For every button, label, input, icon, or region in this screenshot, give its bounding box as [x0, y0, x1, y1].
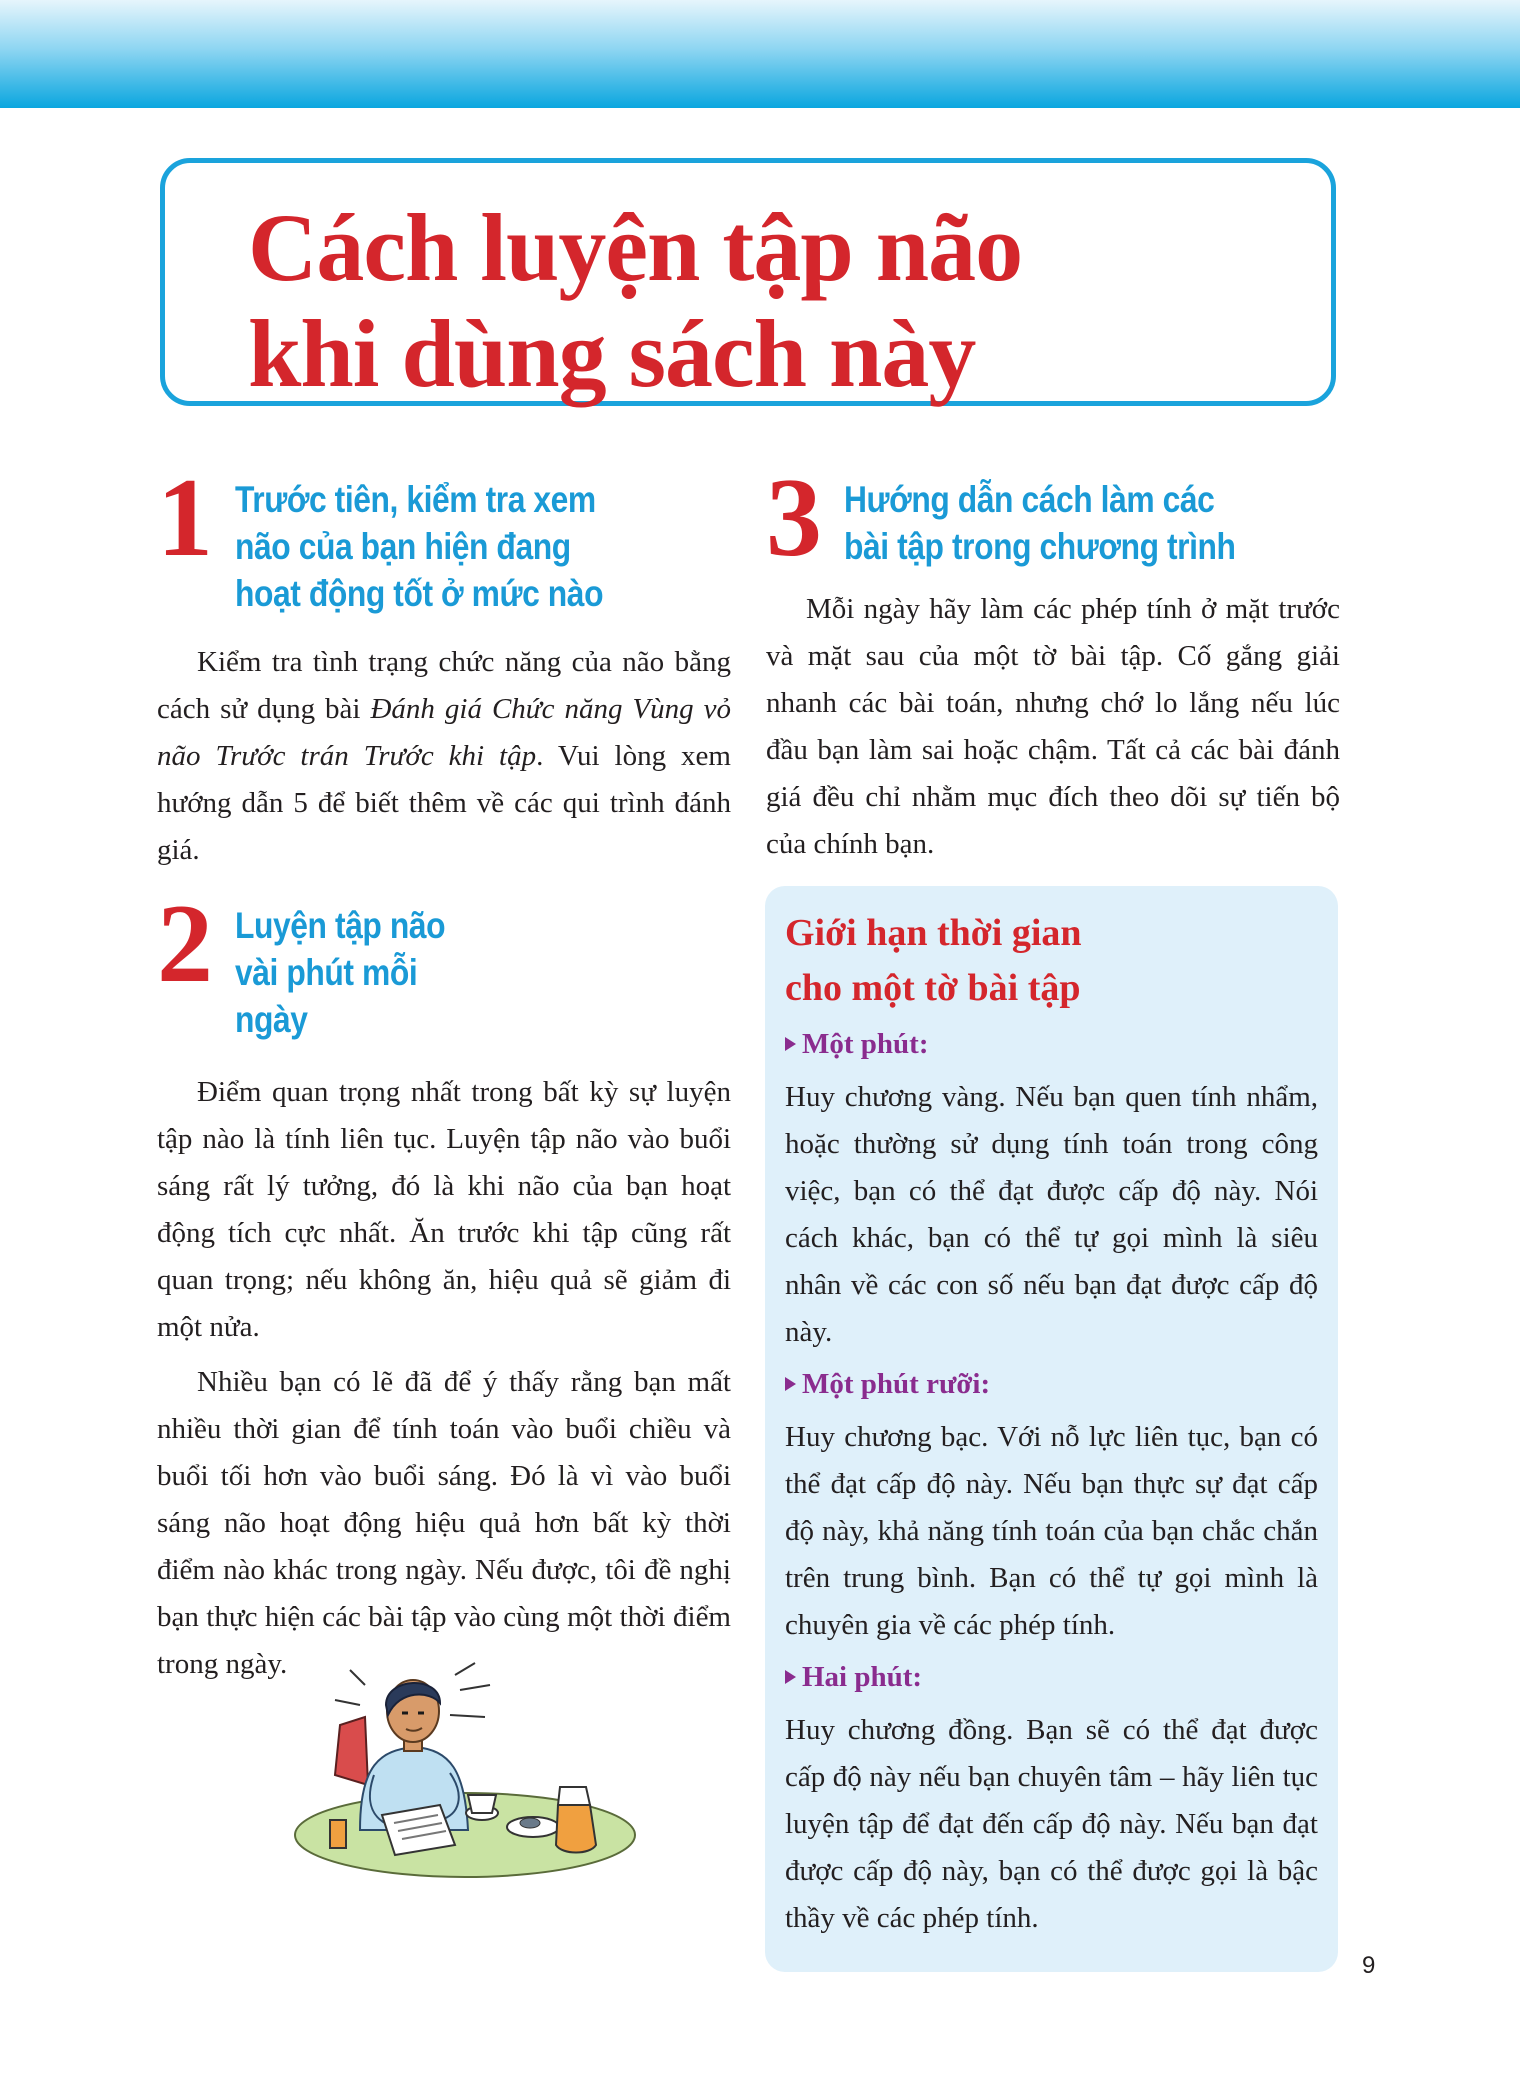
level-gold-label — [785, 1024, 1318, 1064]
section-1-header — [157, 456, 731, 617]
triangle-bullet-icon — [785, 1377, 796, 1391]
time-limit-title — [785, 906, 1318, 1016]
level-gold-text: Huy chương vàng. Nếu bạn quen tính nhẩm, hoặc thường sử dụng tính toán trong công việc, bạn có thể đạt được cấp độ này. Nói cách khác, bạn có thể tự gọi mình là siêu nhân về các con số nếu bạn đạt được cấp độ này. — [785, 1081, 1318, 1348]
page-number: 9 — [1362, 1952, 1376, 1979]
section-1-heading: Trước tiên, kiểm tra xem não của bạn hiện đang hoạt động tốt ở mức nào — [235, 479, 604, 614]
time-limit-box — [765, 886, 1338, 1972]
title-line-1: Cách luyện tập não — [248, 194, 1023, 301]
level-bronze-text: Huy chương đồng. Bạn sẽ có thể đạt được cấp độ này nếu bạn chuyên tâm – hãy liên tục luyện tập để đạt đến cấp độ này. Nếu bạn đạt được cấp độ này, bạn có thể được gọi là bậc thầy về các phép tính. — [785, 1714, 1318, 1934]
level-silver-label — [785, 1364, 1318, 1404]
section-1-text-italic: Đánh giá Chức năng Vùng vỏ não Trước trán Trước khi tập — [157, 693, 732, 772]
title-line-2: khi dùng sách này — [248, 300, 976, 407]
section-3 — [766, 456, 1340, 868]
section-1-text-after: . Vui lòng xem hướng dẫn 5 để biết thêm về các qui trình đánh giá. — [157, 740, 731, 866]
section-1 — [157, 456, 732, 874]
section-3-paragraph: Mỗi ngày hãy làm các phép tính ở mặt trước và mặt sau của một tờ bài tập. Cố gắng giải nhanh các bài toán, nhưng chớ lo lắng nếu lúc đầu bạn làm sai hoặc chậm. Tất cả các bài đánh giá đều chỉ nhằm mục đích theo dõi sự tiến bộ của chính bạn. — [766, 593, 1340, 860]
section-2-number: 2 — [157, 882, 213, 1006]
level-gold-label-text: Một phút: — [802, 1028, 929, 1060]
section-1-paragraph — [157, 639, 731, 874]
section-3-heading: Hướng dẫn cách làm các bài tập trong chương trình — [844, 479, 1236, 567]
section-3-header — [766, 456, 1340, 580]
section-1-number: 1 — [157, 456, 213, 580]
section-2-paragraph-2: Nhiều bạn có lẽ đã để ý thấy rằng bạn mất nhiều thời gian để tính toán vào buổi chiều và buổi tối hơn vào buổi sáng. Đó là vì vào buổi sáng não hoạt động hiệu quả hơn bất kỳ thời điểm nào khác trong ngày. Nếu được, tôi đề nghị bạn thực hiện các bài tập vào cùng một thời điểm trong ngày. — [157, 1366, 731, 1680]
triangle-bullet-icon — [785, 1670, 796, 1684]
level-silver-text: Huy chương bạc. Với nỗ lực liên tục, bạn có thể đạt cấp độ này. Nếu bạn thực sự đạt cấp độ này, khả năng tính toán của bạn chắc chắn trên trung bình. Bạn có thể tự gọi mình là chuyên gia về các phép tính. — [785, 1421, 1318, 1641]
section-3-number: 3 — [766, 456, 822, 580]
top-color-band — [0, 0, 1520, 108]
section-2-heading: Luyện tập não vài phút mỗi ngày — [235, 905, 446, 1040]
section-2-header — [157, 882, 731, 1043]
man-at-breakfast-illustration — [290, 1655, 640, 1885]
title-box — [160, 158, 1336, 406]
level-bronze-label — [785, 1657, 1318, 1697]
time-limit-title-line-2: cho một tờ bài tập — [785, 967, 1081, 1009]
section-2-paragraph-1: Điểm quan trọng nhất trong bất kỳ sự luyện tập nào là tính liên tục. Luyện tập não vào buổi sáng rất lý tưởng, đó là khi não của bạn hoạt động tích cực nhất. Ăn trước khi tập cũng rất quan trọng; nếu không ăn, hiệu quả sẽ giảm đi một nửa. — [157, 1076, 731, 1343]
triangle-bullet-icon — [785, 1037, 796, 1051]
time-limit-title-line-1: Giới hạn thời gian — [785, 912, 1082, 954]
level-bronze-label-text: Hai phút: — [802, 1661, 923, 1693]
section-2 — [157, 882, 731, 1688]
page-title — [248, 195, 1022, 407]
level-silver-label-text: Một phút rưỡi: — [802, 1368, 991, 1400]
section-1-text-before: Kiểm tra tình trạng chức năng của não bằng cách sử dụng bài — [157, 646, 731, 725]
